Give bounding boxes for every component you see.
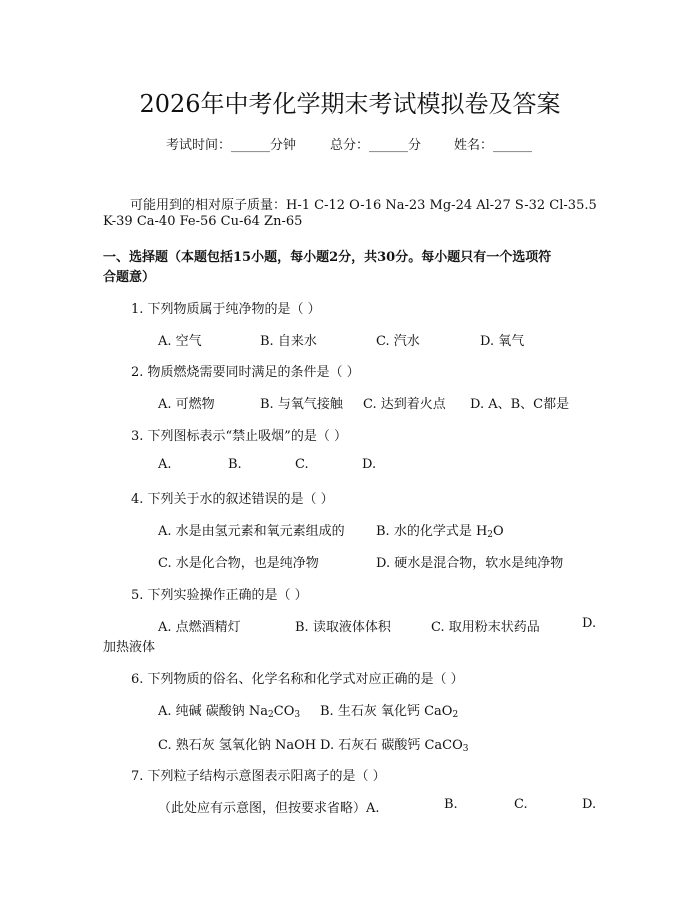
- question-7-option-a: （此处应有示意图，但按要求省略）A.: [158, 801, 380, 816]
- question-3-option-c: C.: [295, 457, 309, 472]
- question-4-option-c: C. 水是化合物，也是纯净物: [158, 556, 319, 571]
- question-5-option-c: C. 取用粉末状药品: [431, 620, 540, 635]
- question-5-option-d-continued: 加热液体: [103, 640, 156, 655]
- question-3-option-b: B.: [228, 457, 242, 472]
- question-1-option-d: D. 氧气: [480, 334, 525, 349]
- question-5-option-a: A. 点燃酒精灯: [158, 620, 241, 635]
- question-6-option-c: C. 熟石灰 氢氧化钠 NaOH: [158, 738, 317, 753]
- question-2-option-a: A. 可燃物: [158, 397, 215, 412]
- atomic-mass-line2: K-39 Ca-40 Fe-56 Cu-64 Zn-65: [103, 214, 303, 229]
- question-1-option-a: A. 空气: [158, 334, 202, 349]
- question-1-option-b: B. 自来水: [260, 334, 317, 349]
- question-7-option-b: B.: [444, 797, 458, 812]
- question-5-option-d: D.: [582, 616, 597, 631]
- question-7-option-d: D.: [582, 797, 597, 812]
- section-heading-line2: 合题意）: [103, 270, 156, 285]
- question-1-option-c: C. 汽水: [376, 334, 420, 349]
- total-score: 总分：______分: [330, 138, 422, 153]
- question-5-stem: 5. 下列实验操作正确的是（ ）: [131, 588, 308, 603]
- question-6-option-b: B. 生石灰 氧化钙 CaO$_2$: [320, 704, 459, 720]
- question-4-stem: 4. 下列关于水的叙述错误的是（ ）: [131, 492, 334, 507]
- question-2-option-b: B. 与氧气接触: [260, 397, 343, 412]
- question-4-option-d: D. 硬水是混合物，软水是纯净物: [376, 556, 564, 571]
- question-7-option-c: C.: [514, 797, 528, 812]
- question-2-option-c: C. 达到着火点: [363, 397, 446, 412]
- section-heading-line1: 一、选择题（本题包括15小题，每小题2分，共30分。每小题只有一个选项符: [103, 250, 552, 265]
- question-4-option-a: A. 水是由氢元素和氧元素组成的: [158, 524, 345, 539]
- question-2-stem: 2. 物质燃烧需要同时满足的条件是（ ）: [131, 365, 360, 380]
- question-7-stem: 7. 下列粒子结构示意图表示阳离子的是（ ）: [131, 769, 386, 784]
- question-6-option-a: A. 纯碱 碳酸钠 $Na_2CO_3$: [158, 704, 301, 720]
- exam-time: 考试时间：______分钟: [166, 138, 297, 153]
- question-4-option-b: B. 水的化学式是 $H_2O$: [376, 524, 504, 540]
- atomic-mass-line1: 可能用到的相对原子质量：H-1 C-12 O-16 Na-23 Mg-24 Al-27 S-32 Cl-35.5: [130, 198, 597, 213]
- question-1-stem: 1. 下列物质属于纯净物的是（ ）: [131, 302, 321, 317]
- question-5-option-b: B. 读取液体体积: [295, 620, 391, 635]
- question-2-option-d: D. A、B、C都是: [470, 397, 570, 412]
- question-6-option-d: D. 石灰石 碳酸钙 CaCO$_3$: [320, 738, 469, 754]
- student-name: 姓名：______: [454, 138, 533, 153]
- question-3-option-d: D.: [362, 457, 377, 472]
- page-title: 2026年中考化学期末考试模拟卷及答案: [139, 90, 561, 118]
- question-3-option-a: A.: [158, 457, 172, 472]
- question-3-stem: 3. 下列图标表示“禁止吸烟”的是（ ）: [131, 429, 347, 444]
- question-6-stem: 6. 下列物质的俗名、化学名称和化学式对应正确的是（ ）: [131, 672, 464, 687]
